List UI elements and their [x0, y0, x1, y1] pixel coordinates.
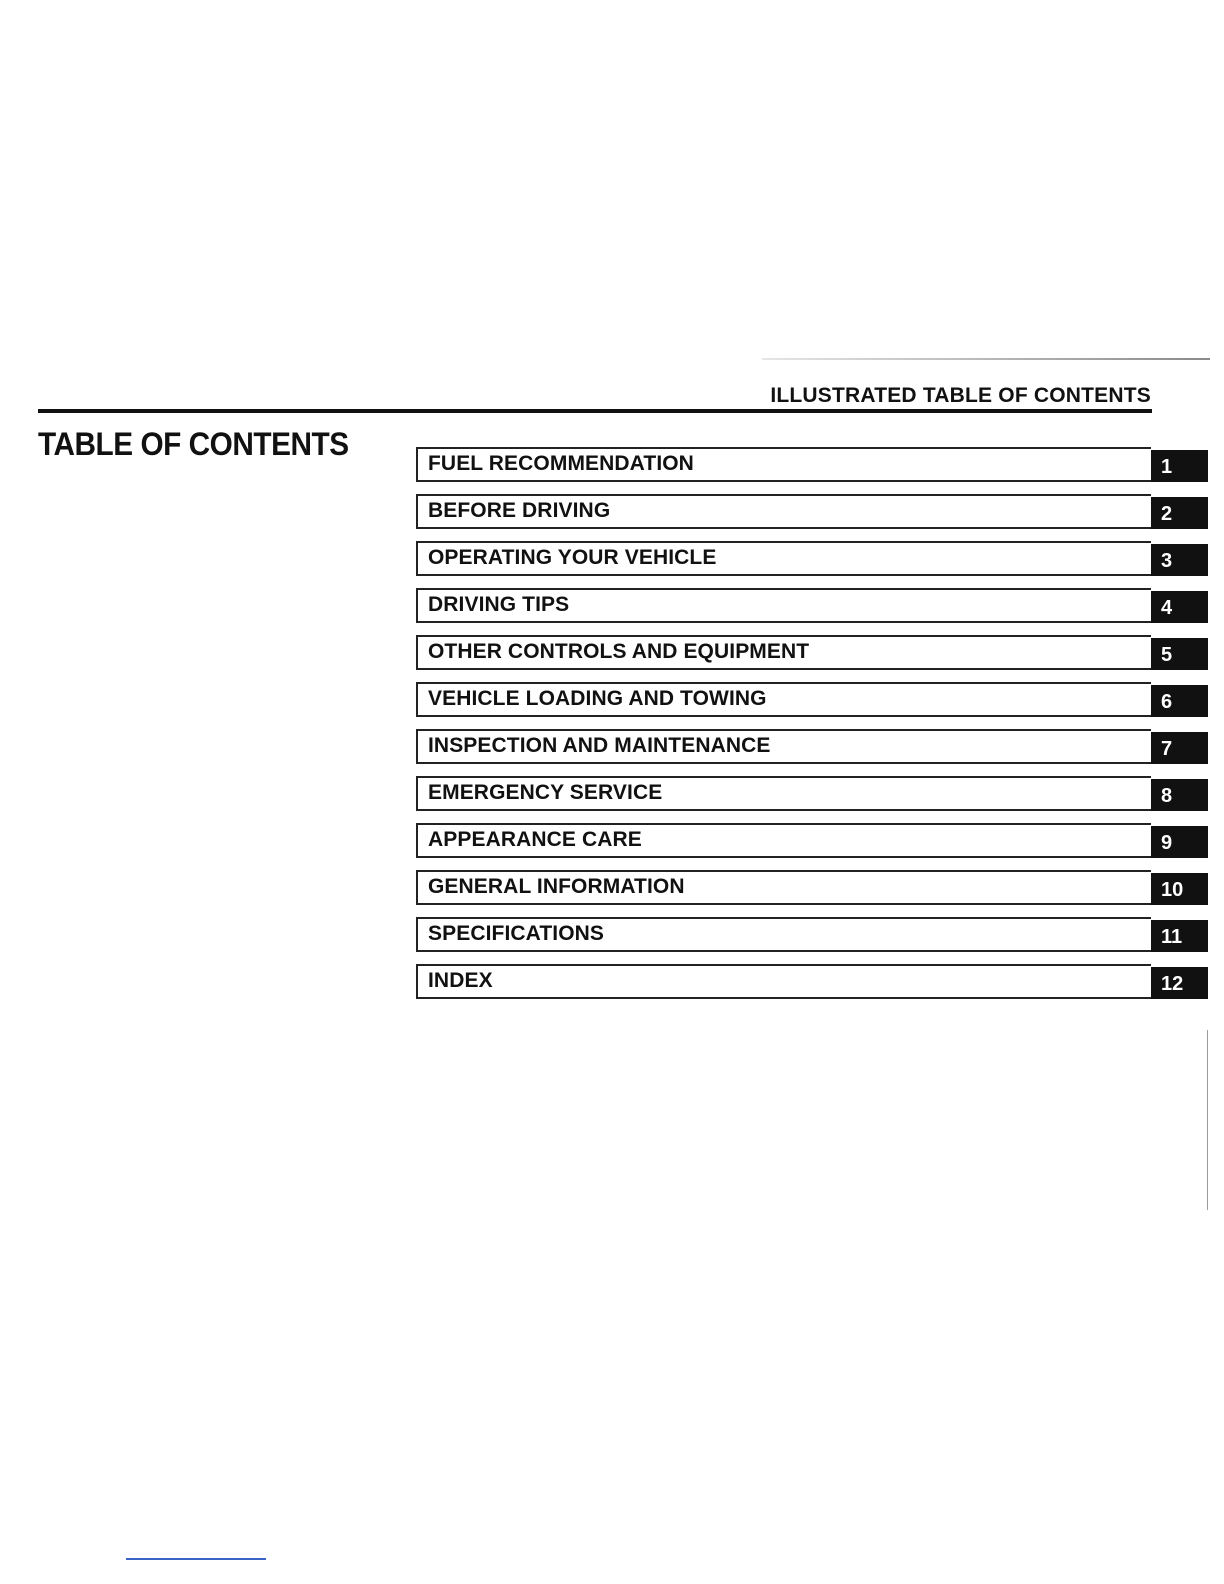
toc-chapter-tab[interactable]: 5 — [1151, 638, 1208, 670]
toc-entry-label: DRIVING TIPS — [428, 593, 570, 616]
toc-list — [416, 447, 1210, 1011]
toc-chapter-tab[interactable]: 12 — [1151, 967, 1208, 999]
toc-entry-specifications[interactable] — [416, 917, 1210, 952]
toc-chapter-tab[interactable]: 4 — [1151, 591, 1208, 623]
toc-entry-label: APPEARANCE CARE — [428, 828, 642, 851]
toc-chapter-tab[interactable]: 1 — [1151, 450, 1208, 482]
toc-entry-label: INDEX — [428, 969, 493, 992]
toc-entry-label: INSPECTION AND MAINTENANCE — [428, 734, 771, 757]
toc-entry-label: OPERATING YOUR VEHICLE — [428, 546, 717, 569]
running-header-title: ILLUSTRATED TABLE OF CONTENTS — [770, 384, 1151, 407]
page-title: TABLE OF CONTENTS — [38, 426, 349, 462]
toc-entry-label: SPECIFICATIONS — [428, 922, 605, 945]
toc-entry-other-controls[interactable] — [416, 635, 1210, 670]
toc-chapter-tab[interactable]: 11 — [1151, 920, 1208, 952]
toc-entry-emergency-service[interactable] — [416, 776, 1210, 811]
toc-entry-label: OTHER CONTROLS AND EQUIPMENT — [428, 640, 810, 663]
header-rule — [38, 409, 1152, 413]
scan-artifact-line — [762, 358, 1210, 360]
toc-entry-fuel-recommendation[interactable] — [416, 447, 1210, 482]
toc-entry-label: VEHICLE LOADING AND TOWING — [428, 687, 767, 710]
toc-entry-general-information[interactable] — [416, 870, 1210, 905]
toc-entry-vehicle-loading[interactable] — [416, 682, 1210, 717]
toc-entry-label: FUEL RECOMMENDATION — [428, 452, 694, 475]
link-underline — [126, 1558, 266, 1560]
toc-chapter-tab[interactable]: 6 — [1151, 685, 1208, 717]
toc-chapter-tab[interactable]: 9 — [1151, 826, 1208, 858]
toc-entry-appearance-care[interactable] — [416, 823, 1210, 858]
toc-chapter-tab[interactable]: 3 — [1151, 544, 1208, 576]
toc-entry-before-driving[interactable] — [416, 494, 1210, 529]
toc-entry-index[interactable] — [416, 964, 1210, 999]
toc-entry-driving-tips[interactable] — [416, 588, 1210, 623]
toc-entry-inspection-maintenance[interactable] — [416, 729, 1210, 764]
toc-chapter-tab[interactable]: 2 — [1151, 497, 1208, 529]
toc-entry-operating-your-vehicle[interactable] — [416, 541, 1210, 576]
toc-chapter-tab[interactable]: 7 — [1151, 732, 1208, 764]
scan-edge-line — [1207, 1030, 1208, 1210]
toc-entry-label: EMERGENCY SERVICE — [428, 781, 663, 804]
toc-chapter-tab[interactable]: 8 — [1151, 779, 1208, 811]
toc-entry-box — [416, 964, 1151, 999]
toc-entry-label: GENERAL INFORMATION — [428, 875, 685, 898]
toc-chapter-tab[interactable]: 10 — [1151, 873, 1208, 905]
toc-entry-label: BEFORE DRIVING — [428, 499, 611, 522]
